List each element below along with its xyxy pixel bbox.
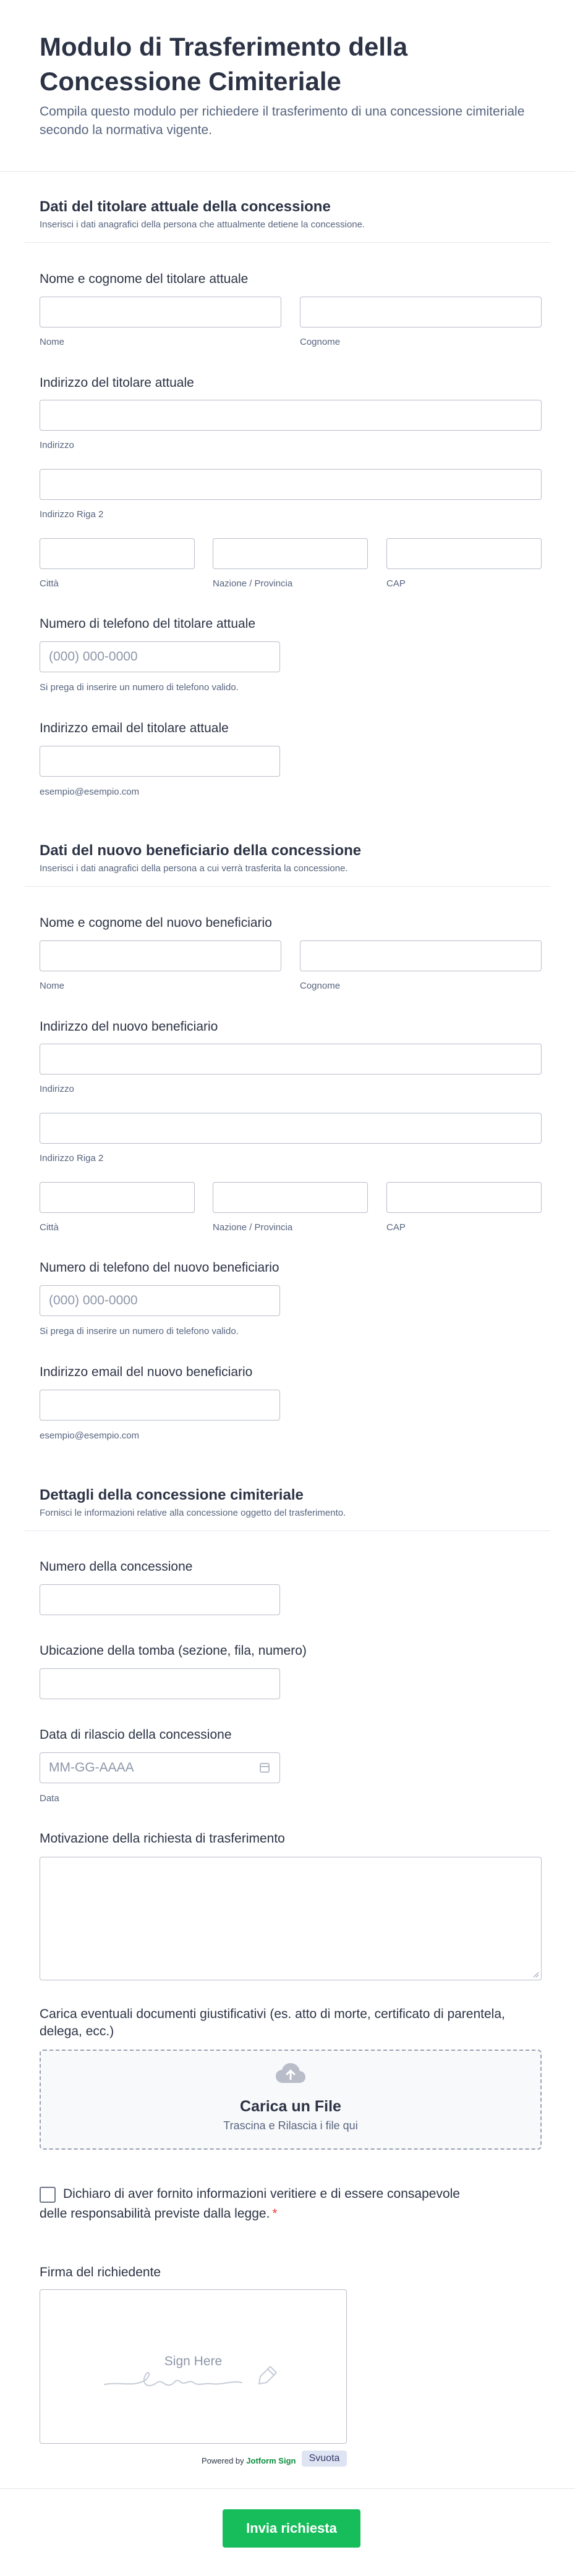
current-holder-last-name-input[interactable] xyxy=(300,297,542,327)
upload-subtitle: Trascina e Rilascia i file qui xyxy=(223,2119,358,2132)
last-name-sublabel: Cognome xyxy=(300,337,341,347)
address-sublabel: Indirizzo xyxy=(40,1084,74,1094)
current-holder-name-label: Nome e cognome del titolare attuale xyxy=(40,272,249,286)
phone-sublabel: Si prega di inserire un numero di telefono valido. xyxy=(40,682,239,693)
current-holder-address-label: Indirizzo del titolare attuale xyxy=(40,376,194,390)
upload-title: Carica un File xyxy=(240,2098,341,2115)
city-sublabel: Città xyxy=(40,578,59,589)
first-name-sublabel: Nome xyxy=(40,981,65,991)
new-beneficiary-phone-input[interactable] xyxy=(40,1285,280,1316)
new-beneficiary-zip-input[interactable] xyxy=(386,1182,542,1213)
issue-date-label: Data di rilascio della concessione xyxy=(40,1728,232,1742)
email-sublabel: esempio@esempio.com xyxy=(40,787,140,797)
powered-prefix: Powered by xyxy=(202,2456,244,2465)
address2-sublabel: Indirizzo Riga 2 xyxy=(40,509,104,520)
signature-pad[interactable] xyxy=(40,2289,347,2444)
last-name-sublabel: Cognome xyxy=(300,981,341,991)
section-title-concession: Dettagli della concessione cimiteriale xyxy=(40,1487,304,1503)
new-beneficiary-phone-label: Numero di telefono del nuovo beneficiario xyxy=(40,1261,279,1275)
upload-label: Carica eventuali documenti giustificativi (es. atto di morte, certificato di parentela, delega, ecc.) xyxy=(40,2007,505,2038)
section-title-new-beneficiary: Dati del nuovo beneficiario della concessione xyxy=(40,842,362,859)
signature-placeholder: Sign Here xyxy=(164,2354,223,2368)
new-beneficiary-address-input[interactable] xyxy=(40,1044,542,1075)
phone-sublabel: Si prega di inserire un numero di telefono valido. xyxy=(40,1326,239,1337)
zip-sublabel: CAP xyxy=(386,578,406,589)
tomb-location-input[interactable] xyxy=(40,1668,280,1699)
current-holder-first-name-input[interactable] xyxy=(40,297,281,327)
issue-date-input[interactable] xyxy=(40,1752,280,1783)
required-asterisk: * xyxy=(272,2206,278,2221)
declaration-label: Dichiaro di aver fornito informazioni veritiere e di essere consapevole delle responsabilità previste dalla legge. xyxy=(40,2187,460,2221)
new-beneficiary-email-input[interactable] xyxy=(40,1390,280,1421)
calendar-icon[interactable] xyxy=(260,1763,270,1773)
transfer-reason-textarea[interactable] xyxy=(40,1857,542,1980)
address2-sublabel: Indirizzo Riga 2 xyxy=(40,1153,104,1163)
current-holder-address2-input[interactable] xyxy=(40,469,542,500)
declaration-text xyxy=(40,2184,485,2224)
current-holder-city-input[interactable] xyxy=(40,538,195,569)
new-beneficiary-first-name-input[interactable] xyxy=(40,940,281,971)
current-holder-phone-input[interactable] xyxy=(40,641,280,672)
signature-label: Firma del richiedente xyxy=(40,2265,161,2279)
new-beneficiary-address-label: Indirizzo del nuovo beneficiario xyxy=(40,1020,218,1034)
resize-grip-icon[interactable] xyxy=(532,1970,539,1978)
zip-sublabel: CAP xyxy=(386,1222,406,1233)
section-subtitle-new-beneficiary: Inserisci i dati anagrafici della persona a cui verrà trasferita la concessione. xyxy=(40,863,348,874)
concession-number-input[interactable] xyxy=(40,1584,280,1615)
section-divider xyxy=(25,242,550,243)
current-holder-email-input[interactable] xyxy=(40,746,280,777)
submit-button[interactable]: Invia richiesta xyxy=(223,2509,360,2548)
new-beneficiary-last-name-input[interactable] xyxy=(300,940,542,971)
email-sublabel: esempio@esempio.com xyxy=(40,1430,140,1441)
new-beneficiary-name-label: Nome e cognome del nuovo beneficiario xyxy=(40,916,272,930)
current-holder-state-input[interactable] xyxy=(213,538,368,569)
tomb-location-label: Ubicazione della tomba (sezione, fila, numero) xyxy=(40,1644,307,1658)
form-subtitle: Compila questo modulo per richiedere il trasferimento di una concessione cimiteriale secondo la normativa vigente. xyxy=(40,104,525,137)
new-beneficiary-email-label: Indirizzo email del nuovo beneficiario xyxy=(40,1365,253,1379)
cloud-upload-icon xyxy=(275,2062,307,2090)
new-beneficiary-city-input[interactable] xyxy=(40,1182,195,1213)
current-holder-email-label: Indirizzo email del titolare attuale xyxy=(40,721,229,735)
new-beneficiary-address2-input[interactable] xyxy=(40,1113,542,1144)
state-sublabel: Nazione / Provincia xyxy=(213,1222,293,1233)
section-subtitle-current-holder: Inserisci i dati anagrafici della persona che attualmente detiene la concessione. xyxy=(40,219,365,230)
clear-signature-button[interactable]: Svuota xyxy=(302,2451,347,2467)
file-upload-dropzone[interactable] xyxy=(40,2050,542,2150)
city-sublabel: Città xyxy=(40,1222,59,1233)
address-sublabel: Indirizzo xyxy=(40,440,74,450)
footer-divider xyxy=(0,2488,575,2489)
section-subtitle-concession: Fornisci le informazioni relative alla concessione oggetto del trasferimento. xyxy=(40,1508,346,1518)
section-title-current-holder: Dati del titolare attuale della concessione xyxy=(40,198,331,215)
first-name-sublabel: Nome xyxy=(40,337,65,347)
state-sublabel: Nazione / Provincia xyxy=(213,578,293,589)
section-divider xyxy=(25,886,550,887)
transfer-reason-label: Motivazione della richiesta di trasferimento xyxy=(40,1831,285,1846)
new-beneficiary-state-input[interactable] xyxy=(213,1182,368,1213)
concession-number-label: Numero della concessione xyxy=(40,1560,193,1574)
form-header xyxy=(0,0,575,172)
powered-by-note xyxy=(202,2456,296,2465)
current-holder-zip-input[interactable] xyxy=(386,538,542,569)
form-title: Modulo di Trasferimento della Concessione Cimiteriale xyxy=(40,32,408,96)
powered-brand: Jotform Sign xyxy=(246,2456,296,2465)
current-holder-phone-label: Numero di telefono del titolare attuale xyxy=(40,617,256,631)
date-sublabel: Data xyxy=(40,1793,59,1804)
current-holder-address-input[interactable] xyxy=(40,400,542,431)
